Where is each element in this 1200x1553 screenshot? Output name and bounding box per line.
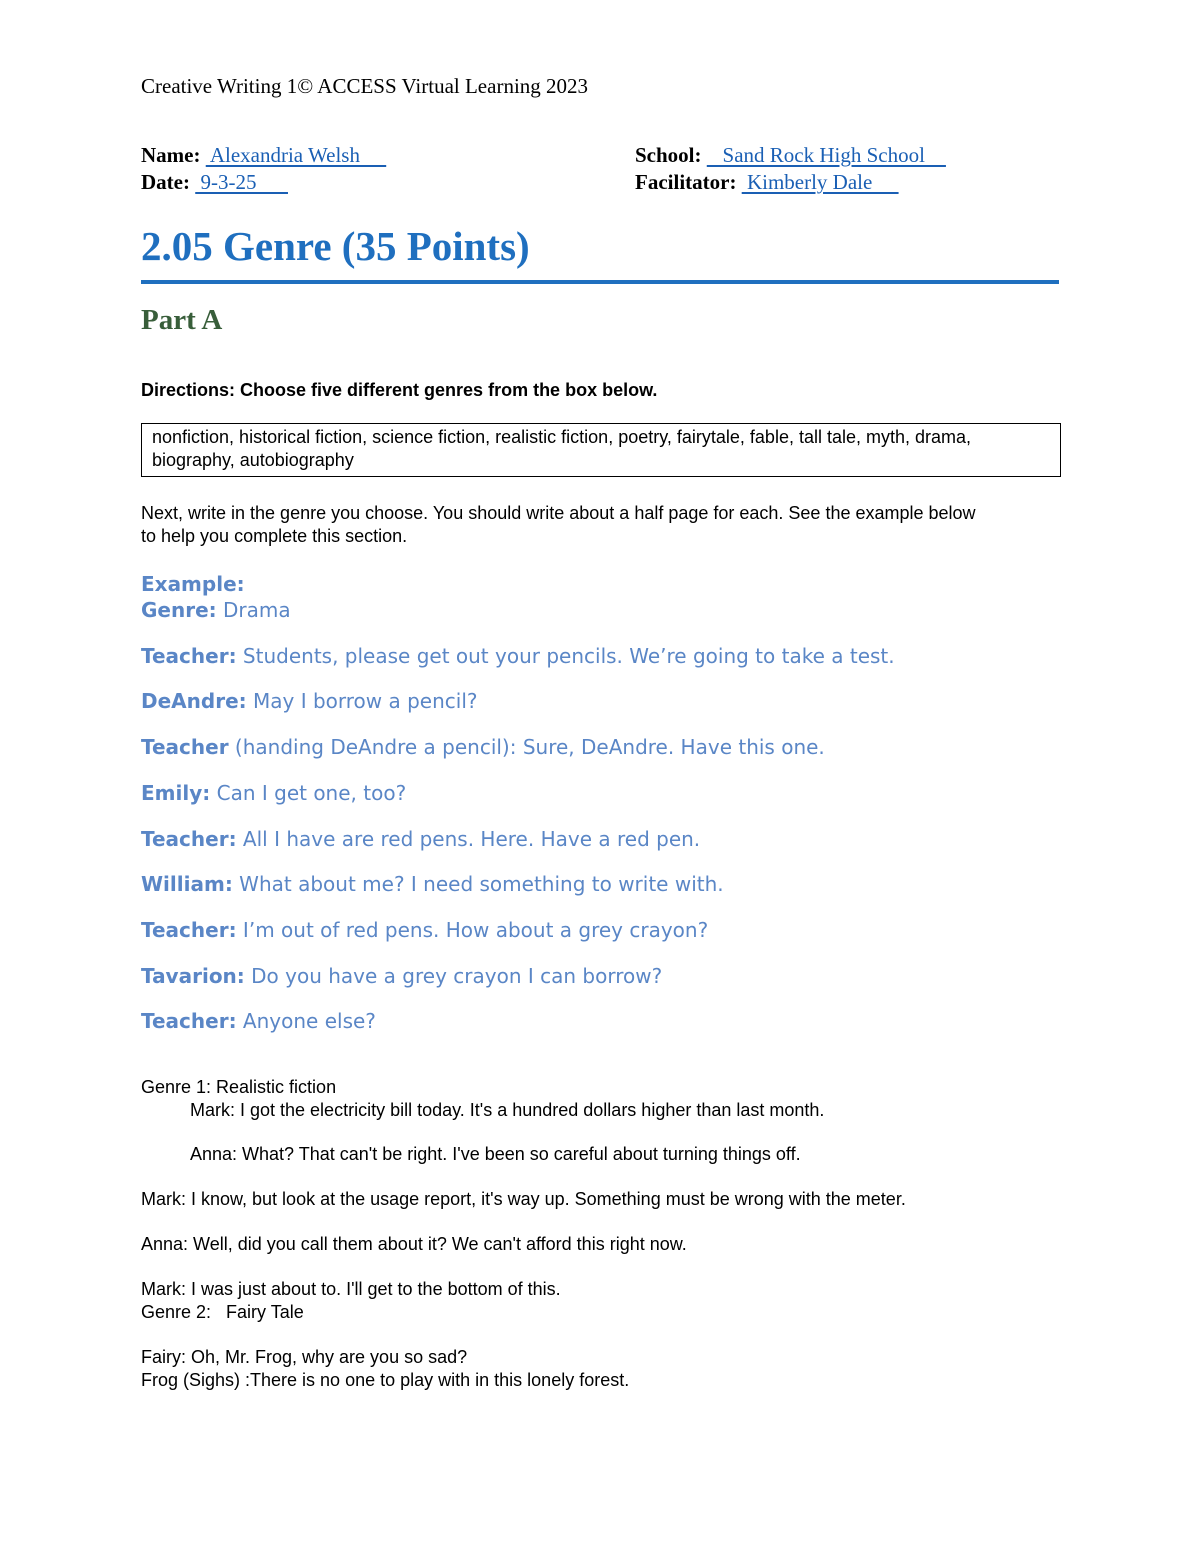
example-text: Drama — [216, 598, 291, 622]
example-speaker: Tavarion: — [141, 964, 245, 988]
instructions-line: Next, write in the genre you choose. You should write about a half page for each. See the example below — [141, 503, 976, 523]
example-label: Example: — [141, 572, 245, 596]
example-speaker: William: — [141, 872, 233, 896]
example-line — [141, 644, 895, 668]
genre-2-dialogue-line: Frog (Sighs) :There is no one to play with in this lonely forest. — [141, 1370, 630, 1390]
facilitator-value[interactable]: Kimberly Dale — [741, 170, 899, 194]
part-a-heading: Part A — [141, 304, 223, 336]
example-text: Do you have a grey crayon I can borrow? — [244, 964, 663, 988]
example-line — [141, 964, 662, 988]
example-text: Students, please get out your pencils. We’re going to take a test. — [236, 644, 895, 668]
example-speaker: Teacher: — [141, 827, 237, 851]
example-speaker: Genre: — [141, 598, 217, 622]
genre-box-line: biography, autobiography — [152, 450, 354, 470]
example-speaker: Teacher: — [141, 918, 237, 942]
page-title: 2.05 Genre (35 Points) — [141, 223, 530, 269]
example-text: May I borrow a pencil? — [246, 689, 478, 713]
name-label: Name: — [141, 143, 201, 167]
name-value[interactable]: Alexandria Welsh — [205, 143, 387, 167]
genre-options-box — [141, 423, 1061, 477]
example-line — [141, 781, 406, 805]
genre-2-label: Genre 2: Fairy Tale — [141, 1302, 304, 1322]
example-text: All I have are red pens. Here. Have a red pen. — [236, 827, 701, 851]
instructions-line: to help you complete this section. — [141, 526, 408, 546]
example-line — [141, 872, 724, 896]
genre-1-dialogue-line: Mark: I was just about to. I'll get to the bottom of this. — [141, 1279, 561, 1299]
example-line — [141, 689, 478, 713]
genre-box-line: nonfiction, historical fiction, science fiction, realistic fiction, poetry, fairytale, fable, tall tale, myth, drama, — [152, 427, 972, 447]
genre-1-dialogue-line: Anna: Well, did you call them about it? We can't afford this right now. — [141, 1234, 687, 1254]
directions-text: Directions: Choose five different genres from the box below. — [141, 380, 658, 400]
school-field — [635, 143, 946, 168]
genre-1-label: Genre 1: Realistic fiction — [141, 1077, 337, 1097]
school-value[interactable]: Sand Rock High School — [706, 143, 946, 167]
example-line — [141, 827, 700, 851]
instructions-text — [141, 502, 1061, 548]
facilitator-field — [635, 170, 899, 195]
name-field — [141, 143, 386, 168]
example-text: Can I get one, too? — [210, 781, 407, 805]
example-line — [141, 918, 708, 942]
document-header: Creative Writing 1© ACCESS Virtual Learning 2023 — [141, 74, 589, 98]
example-line — [141, 598, 291, 622]
example-speaker: Teacher — [141, 735, 229, 759]
school-label: School: — [635, 143, 702, 167]
genre-1-dialogue-line: Anna: What? That can't be right. I've been so careful about turning things off. — [190, 1144, 801, 1164]
title-divider — [141, 280, 1059, 284]
example-line — [141, 1009, 376, 1033]
genre-1-dialogue-line: Mark: I know, but look at the usage report, it's way up. Something must be wrong with the meter. — [141, 1189, 906, 1209]
example-speaker: Teacher: — [141, 644, 237, 668]
example-text: Anyone else? — [236, 1009, 376, 1033]
example-speaker: DeAndre: — [141, 689, 247, 713]
genre-1-dialogue-line: Mark: I got the electricity bill today. It's a hundred dollars higher than last month. — [190, 1100, 825, 1120]
genre-2-dialogue-line: Fairy: Oh, Mr. Frog, why are you so sad? — [141, 1347, 468, 1367]
example-text: What about me? I need something to write with. — [232, 872, 724, 896]
example-speaker: Emily: — [141, 781, 211, 805]
example-text: I’m out of red pens. How about a grey crayon? — [236, 918, 709, 942]
date-value[interactable]: 9-3-25 — [195, 170, 288, 194]
facilitator-label: Facilitator: — [635, 170, 737, 194]
example-speaker: Teacher: — [141, 1009, 237, 1033]
example-text: (handing DeAndre a pencil): Sure, DeAndre. Have this one. — [228, 735, 825, 759]
example-line — [141, 735, 825, 759]
date-label: Date: — [141, 170, 190, 194]
date-field — [141, 170, 288, 195]
